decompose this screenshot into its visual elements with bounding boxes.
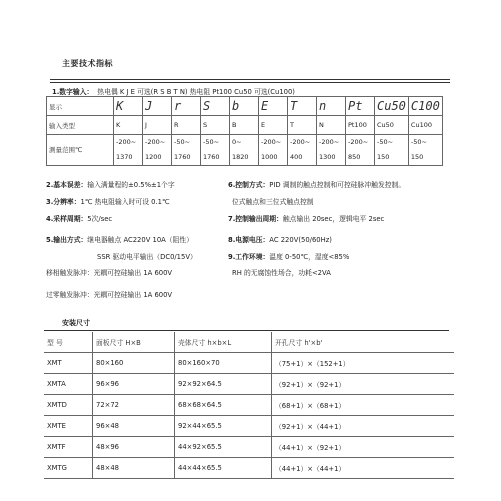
range-cell	[346, 135, 375, 166]
output-mode	[46, 235, 193, 245]
model-cell: XMTA	[44, 374, 93, 395]
control-mode	[228, 180, 405, 190]
model-cell: XMTE	[44, 416, 93, 437]
display-cell: Cu50	[375, 97, 409, 116]
range-max: 850	[348, 153, 361, 161]
table-row	[44, 353, 454, 374]
table-row	[44, 458, 454, 479]
display-cell: n	[317, 97, 346, 116]
type-cell: E	[259, 116, 288, 135]
range-cell	[317, 135, 346, 166]
sampling-period	[46, 214, 112, 224]
control-period	[228, 214, 384, 224]
display-cell: T	[288, 97, 317, 116]
env-label: 9.工作环境：	[228, 253, 270, 261]
period-text: 触点输出 20sec，逻辑电平 2sec	[282, 215, 385, 223]
display-cell: S	[201, 97, 230, 116]
control-mode-2: 位式触点和三位式触点控制	[232, 198, 314, 206]
resolution	[46, 197, 170, 207]
range-cell	[201, 135, 230, 166]
table-row	[44, 374, 454, 395]
case-cell: 92×44×65.5	[175, 416, 272, 437]
period-label: 7.控制输出周期：	[228, 215, 283, 223]
case-cell: 44×92×65.5	[175, 437, 272, 458]
type-cell: Cu100	[408, 116, 442, 135]
table-row	[44, 395, 454, 416]
power-label: 8.电源电压：	[228, 236, 270, 244]
type-cell: B	[230, 116, 259, 135]
power-supply	[228, 235, 332, 245]
output-ssr: SSR 驱动电平输出（DC0/15V）	[97, 253, 197, 261]
range-cell	[288, 135, 317, 166]
col-header-case: 壳体尺寸 h×b×L	[175, 332, 272, 353]
type-cell: R	[172, 116, 201, 135]
panel-cell: 48×96	[93, 437, 175, 458]
range-cell	[172, 135, 201, 166]
range-max: 1760	[203, 153, 220, 161]
type-cell: K	[114, 116, 143, 135]
digital-input-text: 热电偶 K J E 可选(R S B T N) 热电阻 Pt100 Cu50 可选(Cu100)	[97, 88, 295, 96]
type-row	[47, 116, 443, 135]
row-label-type: 输入类型	[47, 116, 114, 135]
range-max: 1820	[232, 153, 249, 161]
environment	[228, 252, 349, 262]
range-cell	[408, 135, 442, 166]
col-header-panel: 面板尺寸 H×B	[93, 332, 175, 353]
resolution-text: 1℃ 热电阻输入时可设 0.1℃	[80, 198, 170, 206]
row-label-range: 测量范围℃	[47, 135, 114, 166]
basic-error-label: 2.基本误差：	[46, 181, 88, 189]
range-max: 150	[377, 153, 390, 161]
resolution-label: 3.分辨率：	[46, 198, 81, 206]
range-min: -50~	[377, 138, 394, 146]
display-cell: J	[143, 97, 172, 116]
panel-cell: 48×48	[93, 458, 175, 479]
basic-error	[46, 180, 175, 190]
env-text: 温度 0-50℃，湿度<85%	[269, 253, 350, 261]
input-spec-table	[46, 96, 443, 166]
range-min: -200~	[261, 138, 282, 146]
range-min: -200~	[319, 138, 340, 146]
install-size-table	[44, 332, 454, 479]
type-cell: T	[288, 116, 317, 135]
basic-error-text: 输入满量程的±0.5%±1个字	[87, 181, 175, 189]
table-header-row	[44, 332, 454, 353]
digital-input-label: 1.数字输入：	[52, 88, 94, 96]
cutout-cell: （75+1）×（152+1）	[272, 353, 455, 374]
type-cell: N	[317, 116, 346, 135]
range-min: -200~	[116, 138, 137, 146]
type-cell: Cu50	[375, 116, 409, 135]
panel-cell: 80×160	[93, 353, 175, 374]
range-cell	[375, 135, 409, 166]
case-cell: 44×44×65.5	[175, 458, 272, 479]
col-header-model: 型 号	[44, 332, 93, 353]
range-cell	[259, 135, 288, 166]
row-label-display: 显示	[47, 97, 114, 116]
range-cell	[143, 135, 172, 166]
display-cell: r	[172, 97, 201, 116]
table-row	[44, 437, 454, 458]
display-cell: b	[230, 97, 259, 116]
range-min: -50~	[410, 138, 427, 146]
output-text-relay: 继电器触点 AC220V 10A（阻性）	[87, 236, 193, 244]
title-divider-bottom	[50, 82, 450, 83]
range-min: -200~	[290, 138, 311, 146]
display-cell: E	[259, 97, 288, 116]
case-cell: 92×92×64.5	[175, 374, 272, 395]
panel-cell: 72×72	[93, 395, 175, 416]
model-cell: XMTF	[44, 437, 93, 458]
range-max: 150	[410, 153, 424, 161]
cutout-cell: （92+1）×（44+1）	[272, 416, 455, 437]
case-cell: 80×160×70	[175, 353, 272, 374]
environment-2: RH 的无腐蚀性场合，功耗<2VA	[232, 269, 331, 277]
cutout-cell: （68+1）×（68+1）	[272, 395, 455, 416]
display-cell: Pt	[346, 97, 375, 116]
sampling-text: 5次/sec	[87, 215, 113, 223]
range-max: 1000	[261, 153, 278, 161]
display-row	[47, 97, 443, 116]
output-zero: 过零触发脉冲：光耦可控硅输出 1A 600V	[46, 291, 173, 299]
range-min: -200~	[348, 138, 369, 146]
output-label: 5.输出方式：	[46, 236, 88, 244]
page-title: 主要技术指标	[62, 59, 113, 68]
range-cell	[230, 135, 259, 166]
type-cell: S	[201, 116, 230, 135]
panel-cell: 96×48	[93, 416, 175, 437]
display-cell: K	[114, 97, 143, 116]
range-max: 1760	[174, 153, 191, 161]
case-cell: 68×68×64.5	[175, 395, 272, 416]
panel-cell: 96×96	[93, 374, 175, 395]
cutout-cell: （44+1）×（92+1）	[272, 437, 455, 458]
cutout-cell: （44+1）×（44+1）	[272, 458, 455, 479]
range-min: -50~	[203, 138, 220, 146]
range-cell	[114, 135, 143, 166]
table-row	[44, 416, 454, 437]
control-text: PID 调制的触点控制和可控硅脉冲触发控制。	[269, 181, 406, 189]
col-header-cutout: 开孔尺寸 h'×b'	[272, 332, 455, 353]
display-cell: C100	[408, 97, 442, 116]
sampling-label: 4.采样周期：	[46, 215, 88, 223]
model-cell: XMT	[44, 353, 93, 374]
range-row	[47, 135, 443, 166]
digital-input-line	[52, 86, 295, 96]
power-text: AC 220V(50/60Hz)	[269, 236, 332, 244]
range-min: -200~	[145, 138, 166, 146]
range-min: 0~	[232, 138, 242, 146]
range-max: 1300	[319, 153, 336, 161]
type-cell: J	[143, 116, 172, 135]
control-label: 6.控制方式：	[228, 181, 270, 189]
range-max: 400	[290, 153, 303, 161]
install-size-title: 安装尺寸	[62, 319, 90, 327]
range-min: -50~	[174, 138, 191, 146]
type-cell: Pt100	[346, 116, 375, 135]
output-phase: 移相触发脉冲：光耦可控硅输出 1A 600V	[46, 269, 173, 277]
cutout-cell: （92+1）×（92+1）	[272, 374, 455, 395]
range-max: 1200	[145, 153, 162, 161]
title-divider-top	[50, 79, 450, 80]
model-cell: XMTD	[44, 395, 93, 416]
install-divider	[44, 330, 449, 331]
model-cell: XMTG	[44, 458, 93, 479]
range-max: 1370	[116, 153, 133, 161]
